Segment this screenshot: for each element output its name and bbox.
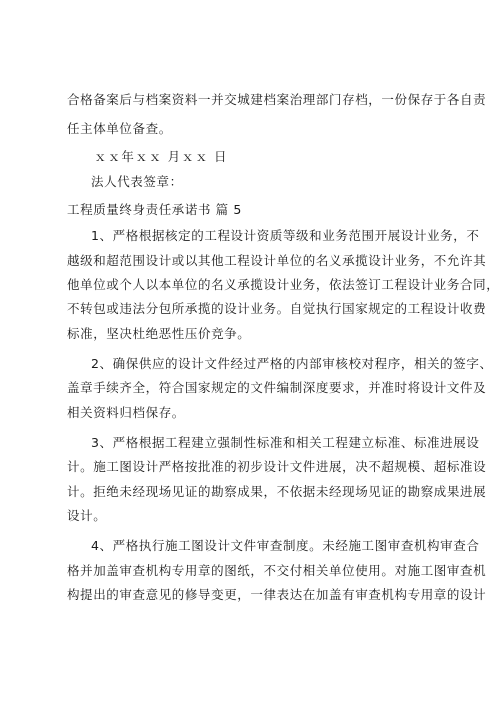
paragraph-line: 3、严格根据工程建立强制性标准和相关工程建立标准、标准进展设 [91, 435, 480, 450]
paragraph-line: 设计。 [67, 508, 107, 523]
paragraph-line: 合格备案后与档案资料一并交城建档案治理部门存档，一份保存于各自责 [67, 92, 487, 107]
paragraph-line: 不转包或违法分包所承揽的设计业务。自觉执行国家规定的工程设计收费 [67, 301, 487, 316]
paragraph-line: 越级和超范围设计或以其他工程设计单位的名义承揽设计业务，不允许其 [67, 253, 487, 268]
paragraph-line: 他单位或个人以本单位的名义承揽设计业务，依法签订工程设计业务合同， [67, 277, 500, 292]
paragraph-line: 构提出的审查意见的修导变更，一律表达在加盖有审查机构专用章的设计 [67, 587, 487, 602]
paragraph-line: 计。拒绝未经现场见证的勘察成果，不依据未经现场见证的勘察成果进展 [67, 484, 487, 499]
signature-label: 法人代表签章： [91, 174, 183, 189]
paragraph-line: 格并加盖审查机构专用章的图纸，不交付相关单位使用。对施工图审查机 [67, 563, 487, 578]
paragraph-line: 4、严格执行施工图设计文件审查制度。未经施工图审查机构审查合 [91, 538, 480, 553]
paragraph-line: 1、严格根据核定的工程设计资质等级和业务范围开展设计业务，不 [91, 228, 480, 243]
date-line: ｘｘ年ｘｘ 月ｘｘ 日 [94, 149, 228, 164]
paragraph-line: 计。施工图设计严格按批准的初步设计文件进展，决不超规模、超标准设 [67, 459, 487, 474]
section-heading: 工程质量终身责任承诺书 篇 5 [67, 202, 242, 217]
paragraph-line: 相关资料归档保存。 [67, 405, 185, 420]
paragraph-line: 标准，坚决杜绝恶性压价竞争。 [67, 326, 251, 341]
paragraph-line: 任主体单位备查。 [67, 121, 172, 136]
paragraph-line: 盖章手续齐全，符合国家规定的文件编制深度要求，并准时将设计文件及 [67, 380, 487, 395]
paragraph-line: 2、确保供应的设计文件经过严格的内部审核校对程序，相关的签字、 [91, 356, 493, 371]
